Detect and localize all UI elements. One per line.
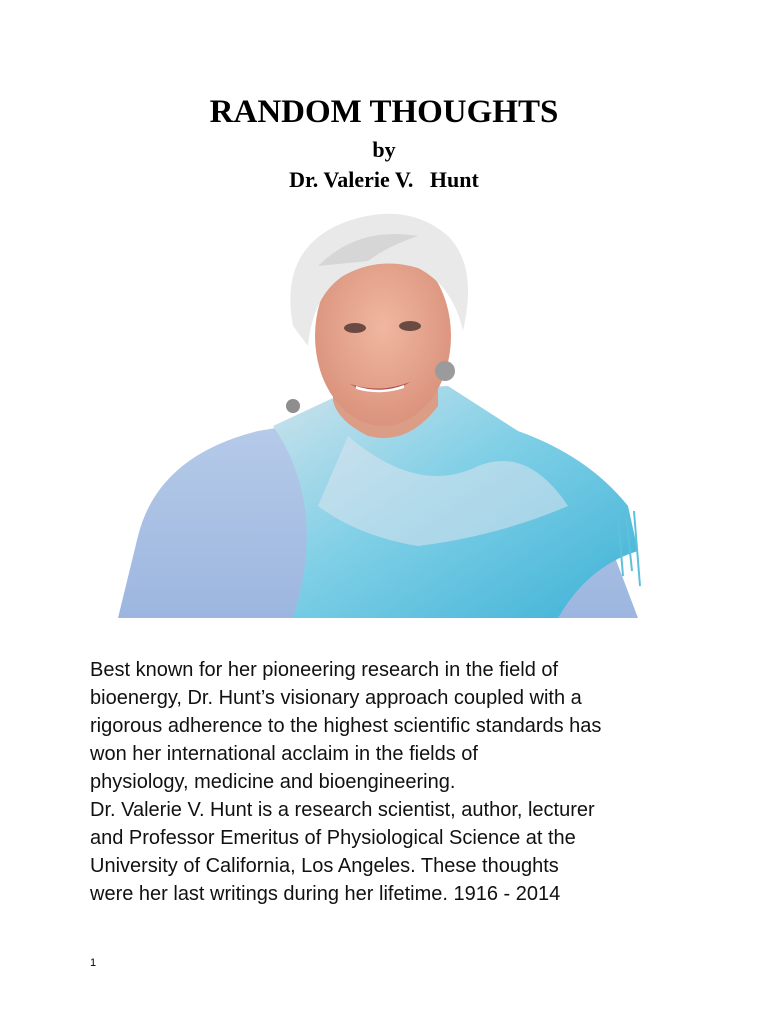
document-title: RANDOM THOUGHTS [209,94,559,130]
biography-text [90,656,690,908]
biography-paragraph: Dr. Valerie V. Hunt is a research scientist, author, lecturer and Professor Emeritus of Physiological Science at the University of California, Los Angeles. These thoughts were her last writings during her lifetime. 1916 - 2014 [90,799,595,905]
document-author: Dr. Valerie V. Hunt [289,167,479,192]
biography-paragraph: Best known for her pioneering research in the field of bioenergy, Dr. Hunt’s visionary approach coupled with a rigorous adherence to the highest scientific standards has won her international acclaim in the fields of physiology, medicine and bioengineering. [90,659,602,793]
page-number: 1 [90,957,97,969]
document-byline: by [372,137,396,162]
author-portrait [118,206,648,618]
